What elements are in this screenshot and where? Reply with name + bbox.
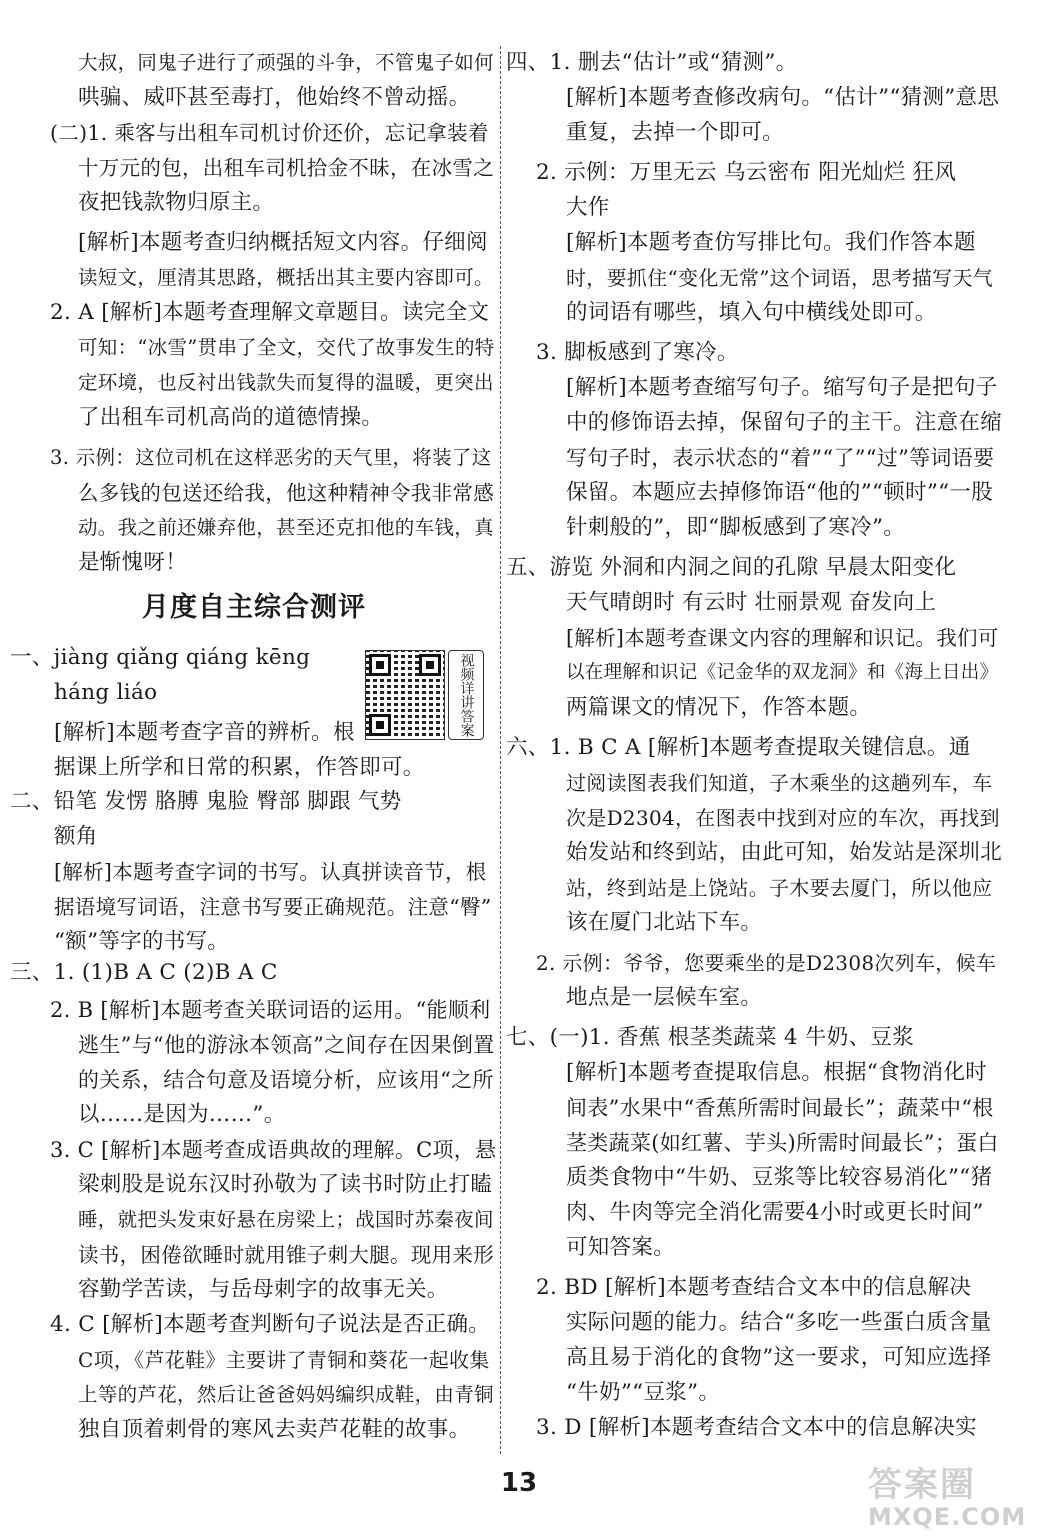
left-text-line: 定环境，也反衬出钱款失而复得的温暖，更突出 [78, 371, 494, 394]
left-text-line: 额角 [54, 824, 98, 849]
qr-code-icon[interactable] [365, 650, 445, 740]
left-text-line: 哄骗、威吓甚至毒打，他始终不曾动摇。 [78, 85, 471, 110]
left-text-line: C项，《芦花鞋》主要讲了青铜和葵花一起收集 [78, 1348, 490, 1372]
left-text-line: 据课上所学和日常的积累，作答即可。 [54, 755, 425, 780]
left-text-line: 么多钱的包送还给我，他这种精神令我非常感 [78, 481, 494, 505]
right-text-line: “牛奶”“豆浆”。 [566, 1380, 721, 1405]
column-divider [500, 46, 501, 1454]
left-text-line: 二、铅笔 发愣 胳膊 鬼脸 臀部 脚跟 气势 [10, 789, 402, 814]
left-text-line: 是惭愧呀！ [78, 550, 188, 575]
left-text-line: 2. A [解析]本题考查理解文章题目。读完全文 [50, 300, 490, 325]
left-text-line: 独自顶着刺骨的寒风去卖芦花鞋的故事。 [78, 1417, 471, 1442]
right-text-line: [解析]本题考查提取信息。根据“食物消化时 [566, 1060, 988, 1085]
right-text-line: 六、1. B C A [解析]本题考查提取关键信息。通 [506, 735, 971, 760]
right-text-line: 质类食物中“牛奶、豆浆等比较容易消化”“猪 [566, 1165, 993, 1190]
right-text-line: 始发站和终到站，由此可知，始发站是深圳北 [566, 840, 1003, 865]
page-number: 13 [500, 1468, 538, 1498]
right-text-line: 2. BD [解析]本题考查结合文本中的信息解决 [536, 1275, 972, 1300]
right-text-line: 以在理解和识记《记金华的双龙洞》和《海上日出》 [566, 662, 999, 683]
left-text-line: 十万元的包，出租车司机拾金不昧，在冰雪之 [78, 156, 494, 180]
right-text-line: 中的修饰语去掉，保留句子的主干。注意在缩 [566, 410, 1003, 435]
left-text-line: 动。我之前还嫌弃他，甚至还克扣他的车钱，真 [78, 516, 494, 539]
qr-label: 视频详讲答案 [448, 650, 484, 740]
right-text-line: 的词语有哪些，填入句中横线处即可。 [566, 300, 937, 325]
right-text-line: [解析]本题考查课文内容的理解和识记。我们可 [566, 626, 999, 650]
left-text-line: háng liáo [54, 680, 158, 705]
left-text-line: 以……是因为……”。 [78, 1102, 286, 1127]
left-text-line: 4. C [解析]本题考查判断句子说法是否正确。 [50, 1312, 491, 1337]
watermark [868, 1466, 1036, 1530]
right-text-line: 四、1. 删去“估计”或“猜测”。 [506, 50, 798, 75]
left-text-line: 读书，困倦欲睡时就用锥子刺大腿。现用来形 [78, 1243, 494, 1267]
right-text-line: 五、游览 外洞和内洞之间的孔隙 早晨太阳变化 [506, 555, 957, 580]
left-text-line: “额”等字的书写。 [54, 929, 230, 954]
right-column [506, 50, 1006, 1456]
right-text-line: 写句子时，表示状态的“着”“了”“过”等词语要 [566, 446, 995, 470]
left-text-line: [解析]本题考查字音的辨析。根 [54, 720, 355, 745]
right-text-line: 可知答案。 [566, 1235, 676, 1260]
right-text-line: 肉、牛肉等完全消化需要4小时或更长时间” [566, 1200, 984, 1225]
right-text-line: 七、(一)1. 香蕉 根茎类蔬菜 4 牛奶、豆浆 [506, 1025, 915, 1050]
right-text-line: [解析]本题考查缩写句子。缩写句子是把句子 [566, 375, 998, 400]
left-text-line: 三、1. (1)B A C (2)B A C [10, 960, 278, 985]
right-text-line: 高且易于消化的食物”这一要求，可知应选择 [566, 1345, 992, 1370]
right-text-line: 该在厦门北站下车。 [566, 910, 763, 935]
left-text-line: [解析]本题考查字词的书写。认真拼读音节，根 [54, 860, 487, 884]
left-text-line: 睡，就把头发束好悬在房梁上；战国时苏秦夜间 [78, 1208, 494, 1231]
left-text-line: 上等的芦花，然后让爸爸妈妈编织成鞋，由青铜 [78, 1383, 494, 1406]
watermark-top: 答案圈 [868, 1465, 976, 1505]
right-text-line: 保留。本题应去掉修饰语“他的”“顿时”“一股 [566, 480, 994, 505]
right-text-line: 站，终到站是上饶站。子木要去厦门，所以他应 [566, 876, 993, 900]
right-text-line: 地点是一层候车室。 [566, 985, 763, 1010]
left-text-line: 的关系，结合句意及语境分析，应该用“之所 [78, 1068, 494, 1092]
left-text-line: (二)1. 乘客与出租车司机讨价还价，忘记拿装着 [50, 121, 489, 145]
section-title: 月度自主综合测评 [142, 592, 366, 623]
right-text-line: 3. 脚板感到了寒冷。 [536, 340, 739, 365]
left-text-line: 3. C [解析]本题考查成语典故的理解。C项，悬 [50, 1138, 497, 1162]
left-text-line: [解析]本题考查归纳概括短文内容。仔细阅 [78, 230, 488, 255]
right-text-line: 间表”水果中“香蕉所需时间最长”；蔬菜中“根 [566, 1096, 994, 1120]
right-text-line: 大作 [566, 195, 610, 220]
left-text-line: 夜把钱款物归原主。 [78, 190, 275, 215]
left-text-line: 一、jiàng qiǎng qiáng kēng [10, 645, 311, 670]
left-text-line: 读短文，厘清其思路，概括出其主要内容即可。 [78, 266, 494, 289]
left-text-line: 梁刺股是说东汉时孙敬为了读书时防止打瞌 [78, 1172, 493, 1197]
right-text-line: 实际问题的能力。结合“多吃一些蛋白质含量 [566, 1310, 992, 1335]
left-text-line: 逃生”与“他的游泳本领高”之间存在因果倒置 [78, 1033, 495, 1057]
left-text-line: 了出租车司机高尚的道德情操。 [78, 405, 384, 430]
right-text-line: 天气晴朗时 有云时 壮丽景观 奋发向上 [566, 590, 937, 615]
watermark-bottom: MXQE.COM [868, 1503, 1027, 1531]
left-text-line: 3. 示例：这位司机在这样恶劣的天气里，将装了这 [50, 446, 492, 469]
right-text-line: 时，要抓住“变化无常”这个词语，思考描写天气 [566, 266, 994, 290]
right-text-line: 3. D [解析]本题考查结合文本中的信息解决实 [536, 1415, 977, 1440]
right-text-line: [解析]本题考查修改病句。“估计”“猜测”意思 [566, 85, 1000, 110]
right-text-line: 茎类蔬菜(如红薯、芋头)所需时间最长”；蛋白 [566, 1131, 999, 1155]
right-text-line: 重复，去掉一个即可。 [566, 120, 785, 145]
right-text-line: 针刺般的”，即“脚板感到了寒冷”。 [566, 515, 906, 540]
right-text-line: 过阅读图表我们知道，子木乘坐的这趟列车，车 [566, 771, 993, 795]
left-text-line: 2. B [解析]本题考查关联词语的运用。“能顺利 [50, 998, 491, 1022]
right-text-line: 次是D2304，在图表中找到对应的车次，再找到 [566, 806, 1000, 830]
right-text-line: 两篇课文的情况下，作答本题。 [566, 695, 872, 720]
right-text-line: [解析]本题考查仿写排比句。我们作答本题 [566, 230, 976, 255]
left-text-line: 可知：“冰雪”贯串了全文，交代了故事发生的特 [78, 336, 495, 359]
right-text-line: 2. 示例：爷爷，您要乘坐的是D2308次列车，候车 [536, 951, 997, 975]
left-text-line: 据语境写词语，注意书写要正确规范。注意“臀” [54, 895, 492, 919]
left-text-line: 容勤学苦读，与岳母刺字的故事无关。 [78, 1277, 449, 1302]
left-text-line: 大叔，同鬼子进行了顽强的斗争，不管鬼子如何 [78, 51, 494, 74]
left-column [0, 50, 500, 1456]
right-text-line: 2. 示例：万里无云 乌云密布 阳光灿烂 狂风 [536, 160, 957, 185]
